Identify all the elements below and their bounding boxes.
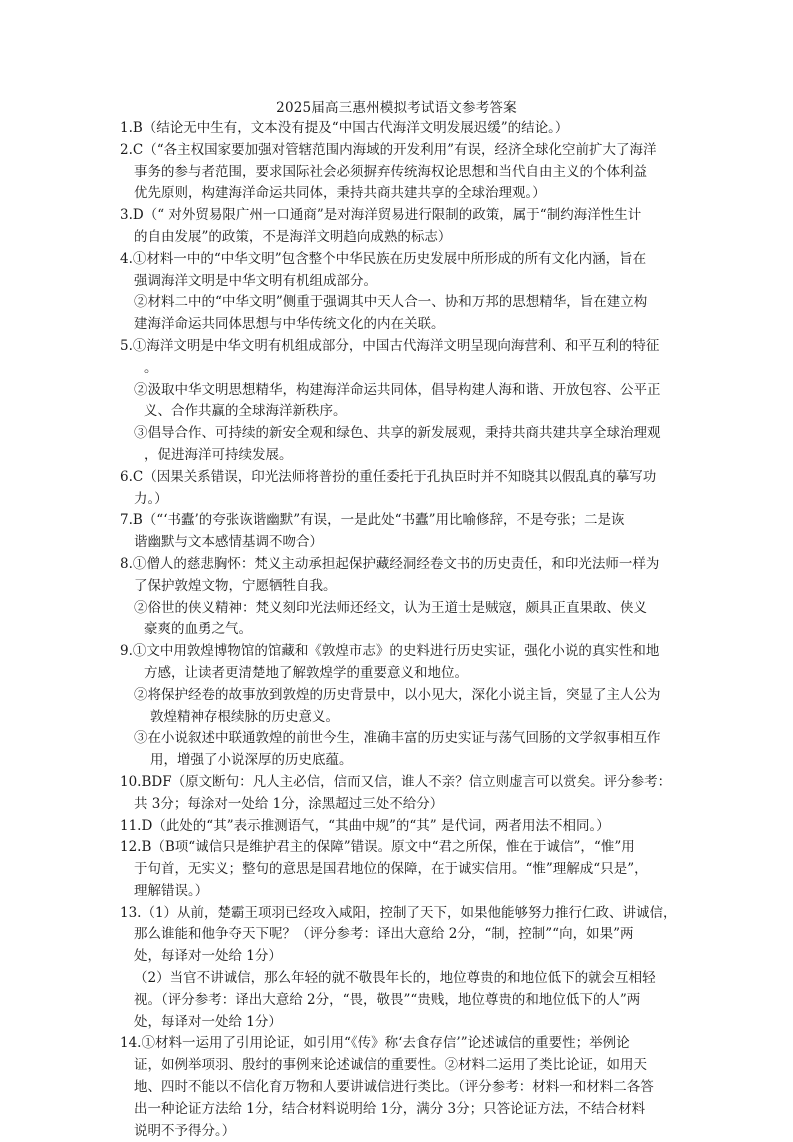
answer-line: 5.①海洋文明是中华文明有机组成部分，中国古代海洋文明呈现向海营利、和平互利的特征 — [120, 337, 660, 354]
answer-line: 了保护敦煌文物，宁愿牺牲自我。 — [134, 577, 337, 594]
answer-line: 。 — [144, 359, 158, 376]
answer-line: 事务的参与者范围，要求国际社会必须摒弃传统海权论思想和当代自由主义的个体利益 — [134, 163, 647, 180]
answer-line: 3.D（“ 对外贸易限广州一口通商”是对海洋贸易进行限制的政策，属于“制约海洋性生计 — [120, 207, 642, 224]
answer-line: 优先原则，构建海洋命运共同体，秉持共商共建共享的全球治理观。） — [134, 185, 546, 202]
answer-line: ②俗世的侠义精神：梵义刻印光法师还经文，认为王道士是贼寇，颇具正直果敢、侠义 — [134, 599, 647, 616]
answer-line: ③在小说叙述中联通敦煌的前世今生，准确丰富的历史实证与荡气回肠的文学叙事相互作 — [134, 730, 661, 747]
answer-line: 敦煌精神存根续脉的历史意义。 — [150, 708, 339, 725]
answer-line: 13.（1）从前，楚霸王项羽已经攻入咸阳，控制了天下，如果他能够努力推行仁政、讲诚信， — [120, 904, 677, 921]
answer-line: 1.B（结论无中生有，文本没有提及“中国古代海洋文明发展迟缓”的结论。） — [120, 120, 569, 136]
answer-line: 理解错误。） — [134, 882, 209, 899]
answer-line: ②汲取中华文明思想精华，构建海洋命运共同体，倡导构建人海和谐、开放包容、公平正 — [134, 381, 661, 398]
answer-line: 豪爽的血勇之气。 — [144, 621, 252, 638]
answer-line: 于句首，无实义；整句的意思是国君地位的保障，在于诚实信用。“惟”理解成“只是”， — [134, 861, 648, 878]
answer-line: 11.D（此处的“其”表示推测语气，“其曲中规”的“其” 是代词，两者用法不相同。） — [120, 817, 610, 834]
answer-line: 义、合作共赢的全球海洋新秩序。 — [144, 403, 347, 420]
answer-line: 地、四时不能以不信化育万物和人要讲诚信进行类比。（评分参考：材料一和材料二各答 — [134, 1079, 654, 1096]
answer-line: 12.B（B项“诚信只是维护君主的保障”错误。原文中“君之所保，惟在于诚信”，“惟”用 — [120, 839, 635, 856]
answer-line: 10.BDF（原文断句：凡人主必信，信而又信，谁人不亲？信立则虚言可以赏矣。评分参考： — [120, 773, 672, 790]
answer-line: 方感，让读者更清楚地了解敦煌学的重要意义和地位。 — [144, 664, 468, 681]
answer-line: （2）当官不讲诚信，那么年轻的就不敬畏年长的，地位尊贵的和地位低下的就会互相轻 — [134, 970, 656, 987]
answer-line: 证，如例举项羽、殷纣的事例来论述诚信的重要性。②材料二运用了类比论证，如用天 — [134, 1057, 647, 1074]
answer-line: 处，每译对一处给 1分） — [134, 948, 282, 965]
answer-line: ②材料二中的“中华文明”侧重于强调其中天人合一、协和万邦的思想精华，旨在建立构 — [134, 294, 648, 311]
answer-line: 说明不予得分。） — [134, 1122, 236, 1139]
answer-line: ，促进海洋可持续发展。 — [144, 446, 293, 463]
answer-line: 出一种论证方法给 1分，结合材料说明给 1分，满分 3分；只答论证方法，不结合材料 — [134, 1100, 646, 1117]
answer-line: 6.C（因果关系错误，印光法师将普扮的重任委托于孔执臣时并不知晓其以假乱真的摹写功 — [120, 468, 657, 485]
answer-line: 建海洋命运共同体思想与中华传统文化的内在关联。 — [134, 316, 445, 333]
answer-line: 的自由发展”的政策，不是海洋文明趋向成熟的标志） — [134, 228, 452, 245]
answer-line: 14.①材料一运用了引用论证，如引用“《传》称‘去食存信’”论述诚信的重要性；举例论 — [120, 1035, 630, 1052]
answer-line: 视。（评分参考：译出大意给 2分，“畏，敬畏”“贵贱，地位尊贵的和地位低下的人”两 — [134, 991, 641, 1008]
answer-line: 强调海洋文明是中华文明有机组成部分。 — [134, 272, 377, 289]
answer-line: 8.①僧人的慈悲胸怀：梵义主动承担起保护藏经洞经卷文书的历史责任，和印光法师一样为 — [120, 555, 660, 572]
answer-line: 用，增强了小说深厚的历史底蕴。 — [150, 752, 353, 769]
answer-line: 7.B（“‘书蠹’的夸张诙谐幽默”有误，一是此处“书蠹”用比喻修辞，不是夸张；二是诙 — [120, 512, 625, 529]
answer-line: 处，每译对一处给 1分） — [134, 1013, 282, 1030]
answer-line: 力。） — [134, 490, 168, 507]
answer-line: 共 3分；每涂对一处给 1分，涂黑超过三处不给分） — [134, 795, 444, 812]
answer-line: 9.①文中用敦煌博物馆的馆藏和《敦煌市志》的史料进行历史实证，强化小说的真实性和地 — [120, 643, 660, 660]
answer-line: 4.①材料一中的“中华文明”包含整个中华民族在历史发展中所形成的所有文化内涵，旨在 — [120, 250, 647, 267]
answer-line: 那么谁能和他争夺天下呢？（评分参考：译出大意给 2分，“制，控制”“向，如果”两 — [134, 926, 634, 943]
answer-line: ②将保护经卷的故事放到敦煌的历史背景中，以小见大，深化小说主旨，突显了主人公为 — [134, 686, 661, 703]
document-title: 2025届高三惠州模拟考试语文参考答案 — [276, 100, 517, 116]
answer-line: 2.C（“各主权国家要加强对管辖范围内海域的开发利用”有误，经济全球化空前扩大了海洋 — [120, 141, 657, 158]
answer-line: ③倡导合作、可持续的新安全观和绿色、共享的新发展观，秉持共商共建共享全球治理观 — [134, 425, 661, 442]
answer-key-body — [120, 118, 685, 1142]
answer-line: 谐幽默与文本感情基调不吻合） — [134, 534, 323, 551]
